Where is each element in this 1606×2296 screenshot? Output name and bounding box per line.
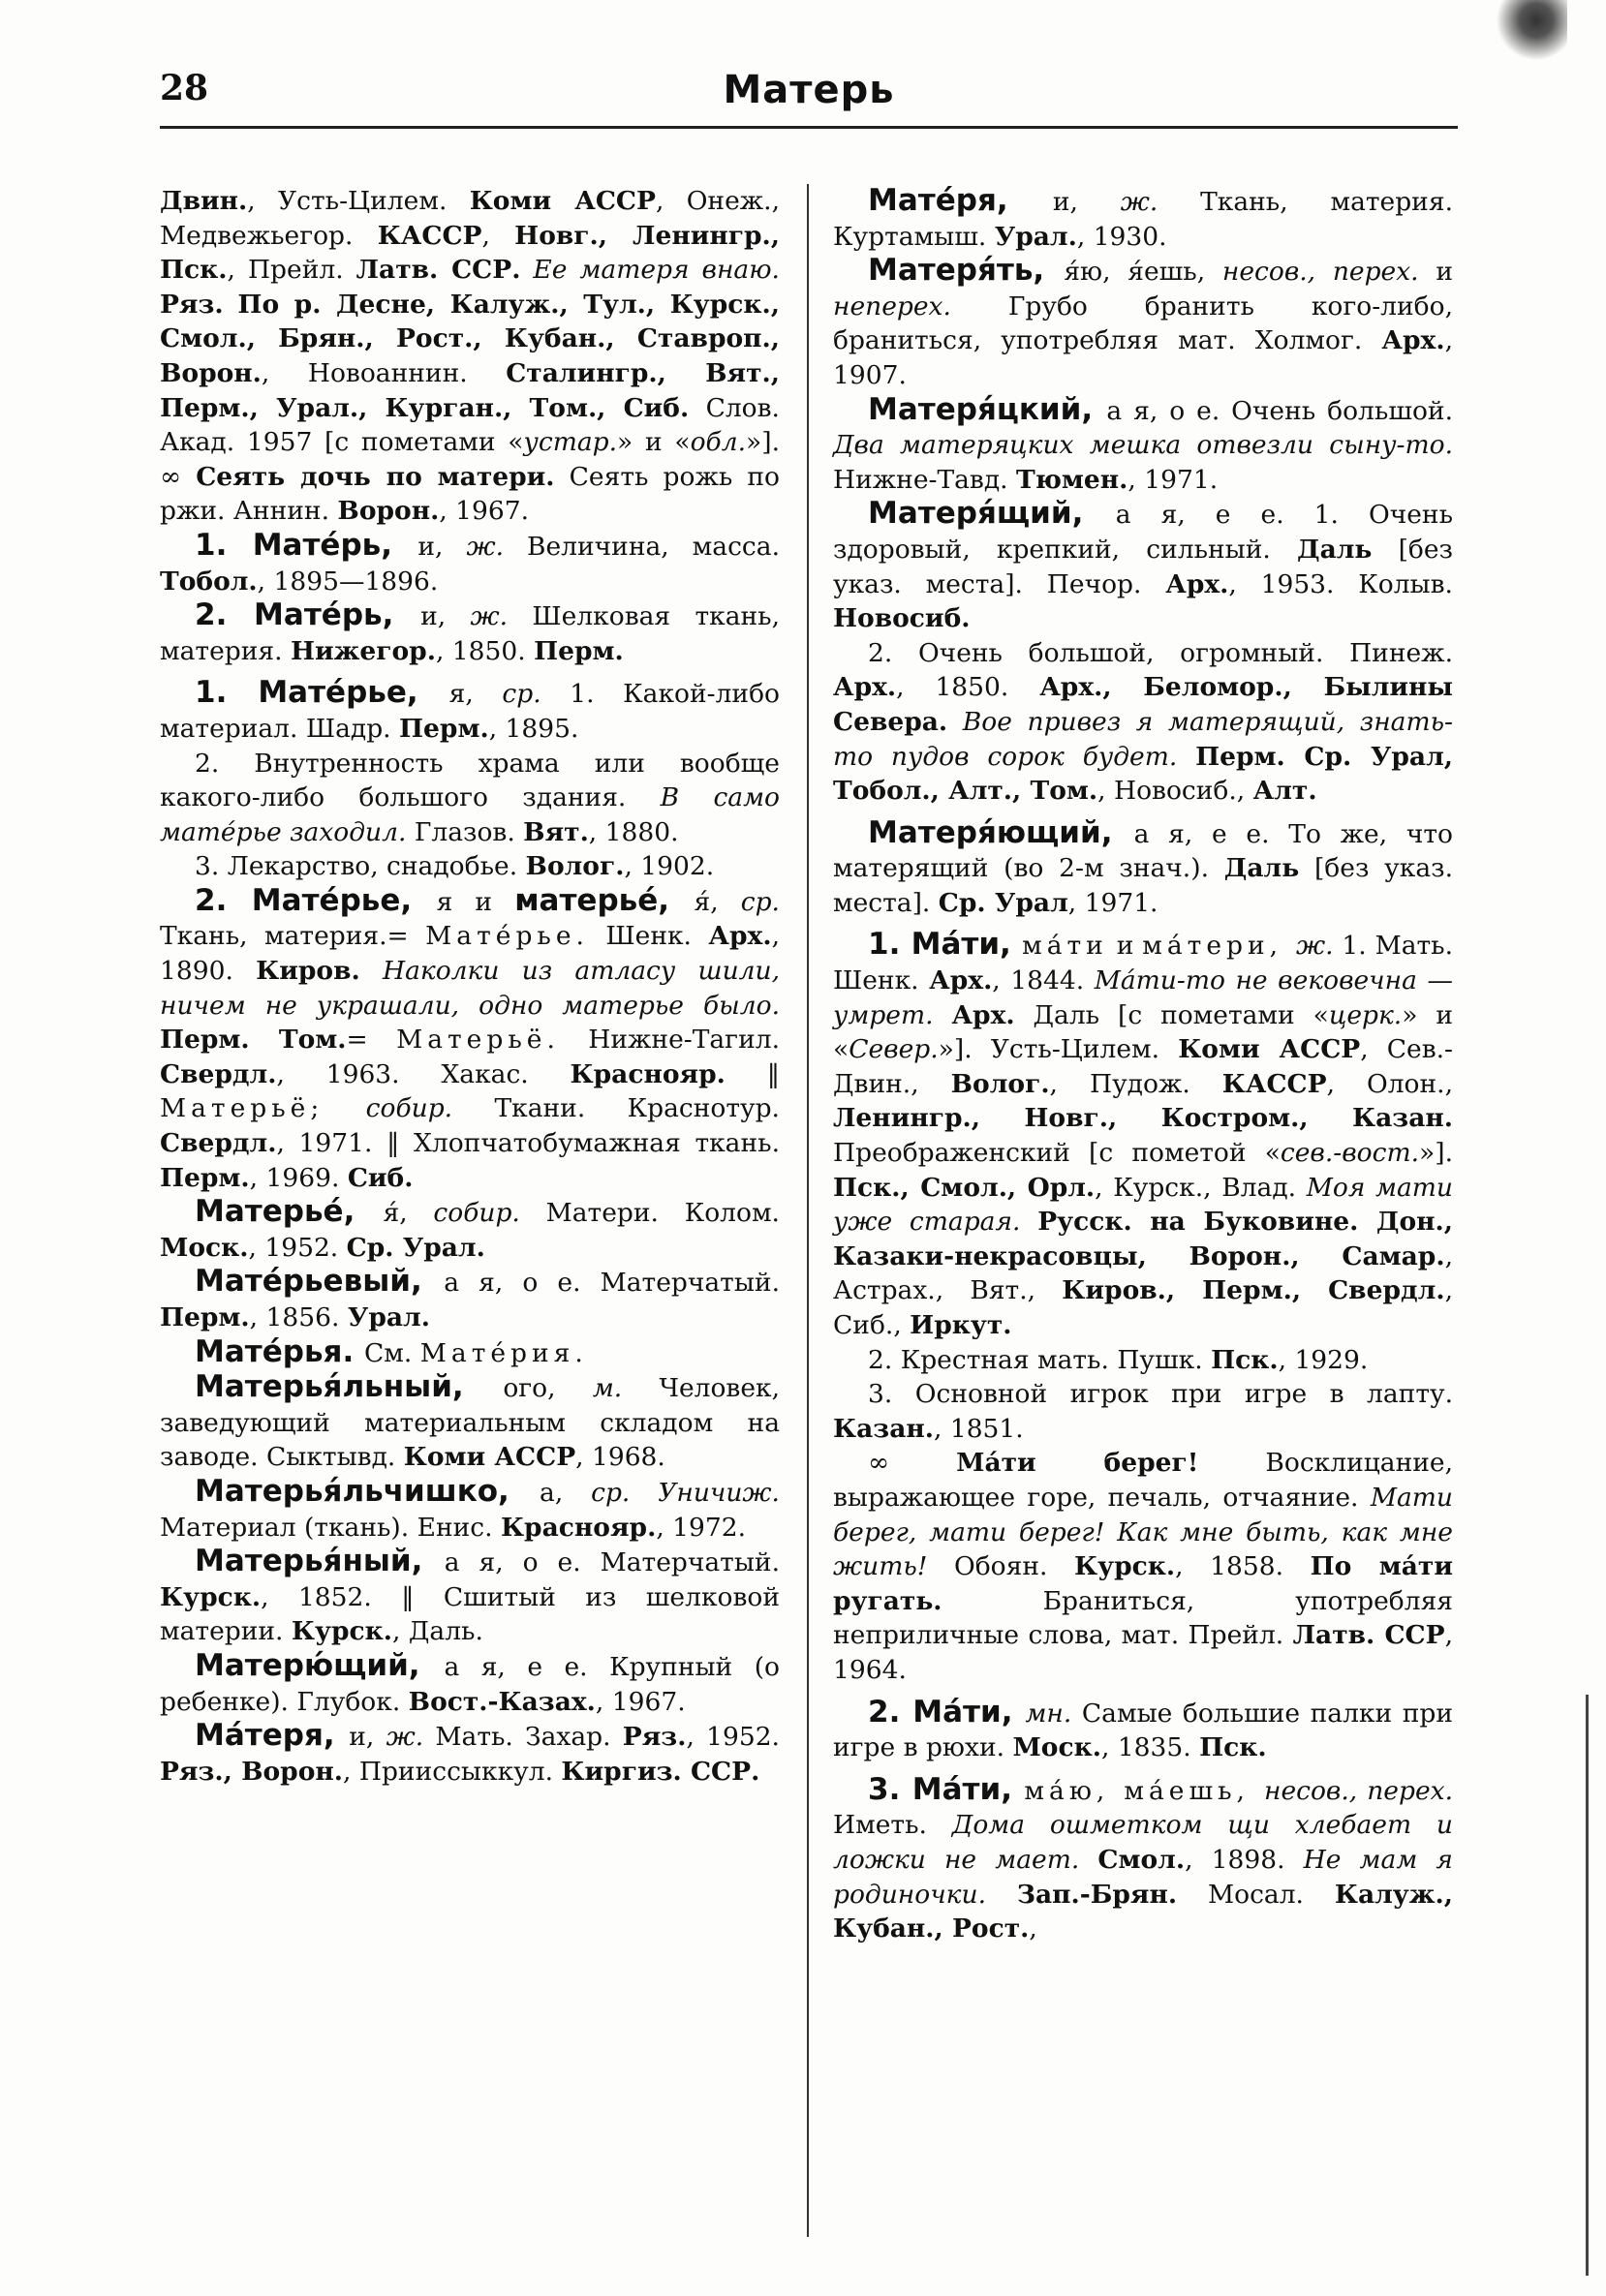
entry-text: , 1971. ‖ Хлопчатобумажная ткань.	[276, 1128, 780, 1159]
entry-headword: матерьé,	[514, 882, 695, 918]
dictionary-entry	[833, 1696, 1453, 1765]
entry-text: Калуж., Кубан., Рост.	[833, 1879, 1453, 1944]
entry-text: , Даль.	[392, 1616, 483, 1647]
entry-text: Матери. Колом.	[519, 1198, 780, 1229]
entry-headword: Матерю́щий,	[195, 1647, 445, 1683]
entry-text: ж.	[1120, 187, 1158, 217]
entry-text	[224, 290, 238, 320]
entry-text: Нижне-Тагил.	[559, 1025, 780, 1056]
dictionary-entry	[833, 254, 1453, 392]
column-divider	[807, 184, 809, 2237]
entry-text: , 1968.	[575, 1442, 665, 1473]
entry-text: церк.	[1328, 999, 1403, 1030]
entry-text: Матерьё.	[396, 1025, 560, 1056]
entry-text: 3. Лекарство, снадобье.	[195, 851, 526, 882]
entry-text: Ткани. Краснотур.	[452, 1093, 780, 1124]
entry-text: Даль [с пометами «	[1014, 999, 1329, 1030]
entry-text: Смол.	[1097, 1844, 1186, 1875]
dictionary-entry	[833, 393, 1453, 498]
entry-text: См.	[364, 1337, 420, 1368]
entry-text: а,	[540, 1477, 592, 1508]
entry-text: Двин.	[160, 186, 248, 216]
scan-edge-line	[1586, 1695, 1589, 2276]
entry-text: Арх.	[951, 999, 1015, 1030]
entry-text: КАССР	[1221, 1068, 1327, 1099]
entry-text: Сеять дочь по матери.	[196, 461, 555, 492]
dictionary-entry	[160, 1265, 780, 1334]
entry-text: Матéрия.	[419, 1337, 588, 1368]
entry-text: и,	[349, 1722, 386, 1753]
entry-text: Курск.	[160, 1581, 262, 1612]
entry-text: Вят.	[523, 816, 589, 847]
entry-text: »].	[1419, 1138, 1453, 1169]
entry-text: , 1964.	[833, 1620, 1453, 1685]
entry-text	[986, 1880, 1017, 1910]
entry-text: , 1856.	[249, 1302, 348, 1332]
entry-text: Перм. Ср. Урал, Тобол., Алт., Том.	[833, 741, 1453, 807]
entry-text: , 1963. Хакас.	[276, 1058, 571, 1089]
entry-text: Арх.	[929, 965, 993, 996]
entry-text: мáтери,	[1142, 931, 1296, 962]
entry-text: я́,	[383, 1198, 434, 1229]
entry-text: 1. Мать. Шенк.	[833, 931, 1454, 996]
entry-text	[1079, 1845, 1097, 1875]
entry-text: Мать. Захар.	[423, 1722, 623, 1753]
entry-text: Величина, масса.	[504, 531, 780, 562]
entry-text: , 1852. ‖ Сшитый из шелковой материи.	[160, 1581, 780, 1647]
dictionary-entry	[160, 1370, 780, 1475]
entry-text: Арх., Беломор., Былины Севера.	[833, 672, 1453, 737]
entry-headword: Матеря́щий,	[868, 496, 1116, 532]
entry-text: ого,	[503, 1373, 593, 1404]
entry-text	[324, 1093, 365, 1123]
entry-text: Тобол.	[160, 566, 258, 597]
entry-text: , Прейл.	[227, 255, 356, 286]
entry-text: ж.	[1295, 931, 1334, 962]
entry-text: Сиб.	[347, 1162, 414, 1193]
entry-text: ‖	[725, 1058, 780, 1089]
entry-text: 1. Какой-либо материал. Шадр.	[160, 679, 780, 744]
entry-text: Мосал.	[1177, 1879, 1335, 1910]
entry-text: КАССР	[377, 220, 482, 251]
right-column	[833, 184, 1453, 1946]
entry-text: я́ю, я́ешь,	[1064, 257, 1222, 288]
entry-text: Арх.	[833, 672, 897, 703]
entry-text: , 1895.	[488, 713, 579, 744]
entry-text: Перм. Том.	[160, 1025, 347, 1056]
entry-text: ж.	[470, 601, 509, 632]
header-rule	[160, 126, 1458, 129]
entry-headword: Матерья́льный,	[195, 1369, 504, 1405]
dictionary-entry	[160, 1545, 780, 1649]
entry-text: Перм.	[160, 1162, 250, 1193]
entry-text: 2. Крестная мать. Пушк.	[868, 1344, 1212, 1375]
entry-headword: 2. Матéрь,	[195, 597, 421, 633]
entry-text: , Курск., Влад.	[1095, 1172, 1307, 1203]
entry-text: Коми АССР	[1178, 1034, 1361, 1065]
entry-text	[947, 707, 963, 737]
entry-text: Русск. на Буковине. Дон., Казаки-некрасовцы, Ворон., Самар.	[833, 1207, 1453, 1271]
entry-text: , Астрах., Вят.,	[833, 1240, 1453, 1306]
entry-text: Алт.	[1252, 776, 1317, 807]
running-head: Матерь	[723, 68, 895, 112]
entry-text: Ряз.	[160, 289, 224, 320]
entry-text: м.	[592, 1373, 623, 1404]
entry-text: ∞	[868, 1448, 957, 1479]
entry-text: , Сиб.,	[833, 1275, 1453, 1340]
entry-text: мн.	[1025, 1698, 1072, 1729]
entry-text: Человек, заведующий материальным складом на заводе. Сыктывд.	[160, 1373, 781, 1473]
entry-text: , 1898.	[1185, 1844, 1304, 1875]
dictionary-entry	[833, 928, 1453, 1342]
entry-text: , 1835.	[1100, 1732, 1200, 1763]
entry-headword: 3. Мáти,	[868, 1771, 1025, 1807]
entry-text: Слов. Акад. 1957 [с пометами «	[160, 392, 780, 458]
entry-headword: Матерья́льчишко,	[195, 1473, 540, 1509]
entry-text: Грубо бранить кого-либо, браниться, употребляя мат. Холмог.	[833, 291, 1453, 356]
entry-text: , 1930.	[1076, 221, 1167, 252]
entry-text: » и «	[833, 999, 1453, 1065]
entry-headword: Матéрья.	[195, 1333, 365, 1369]
dictionary-entry	[833, 636, 1453, 809]
entry-text: , 1880.	[588, 816, 679, 847]
entry-text: Ворон.	[337, 496, 440, 527]
entry-text: Перм.	[534, 635, 624, 666]
entry-text: Шенк.	[588, 921, 709, 952]
entry-text: Наколки из атласу шили, ничем не украшали, одно матерье было.	[160, 956, 780, 1021]
entry-headword: 2. Матéрье,	[195, 882, 437, 918]
entry-text	[360, 956, 383, 986]
entry-text: Арх.	[1381, 325, 1445, 356]
entry-text: , Пудож.	[1049, 1068, 1222, 1099]
dictionary-entry	[160, 1719, 780, 1789]
entry-text: Урал.	[347, 1302, 430, 1332]
entry-text: Пск.	[1211, 1344, 1279, 1375]
entry-text: Нижегор.	[290, 635, 436, 666]
entry-text	[520, 255, 533, 285]
entry-text: Даль	[1297, 534, 1373, 565]
entry-headword: Матерьé,	[195, 1194, 384, 1230]
dictionary-entry	[833, 497, 1453, 635]
entry-text: , 1850.	[435, 635, 535, 666]
entry-headword: Матéрьевый,	[195, 1264, 445, 1300]
entry-text: =	[346, 1025, 397, 1056]
entry-text: а я, о е. Очень большой.	[1106, 395, 1453, 426]
entry-text: обл.	[690, 427, 747, 458]
entry-text: По р. Десне, Калуж., Тул., Курск., Смол., Брян., Рост., Кубан., Ставроп., Ворон.	[160, 289, 780, 388]
entry-text: собир.	[365, 1093, 453, 1124]
dictionary-entry	[160, 884, 780, 1195]
entry-text: Арх.	[708, 921, 772, 952]
entry-text	[1177, 742, 1195, 772]
entry-text: Пск.	[1199, 1732, 1267, 1763]
entry-text: , 1890.	[160, 921, 780, 987]
entry-text: несов., перех.	[1221, 257, 1419, 288]
entry-text: , Прииссыккул.	[343, 1756, 562, 1787]
entry-text: Моск.	[160, 1232, 249, 1263]
entry-text: Урал.	[994, 221, 1077, 252]
dictionary-entry	[833, 1377, 1453, 1446]
entry-headword: 1. Матéрье,	[195, 675, 449, 711]
entry-text: Сеять рожь по ржи. Аннин.	[160, 461, 780, 527]
entry-text: Перм.	[399, 713, 489, 744]
dictionary-entry	[833, 184, 1453, 254]
entry-text: Ср. Урал.	[346, 1232, 485, 1263]
entry-text: , 1967.	[595, 1686, 686, 1717]
entry-text: сев.-вост.	[1280, 1138, 1420, 1169]
entry-text: По мáти ругать.	[833, 1551, 1453, 1616]
entry-text: Даль	[1223, 853, 1300, 884]
page-header	[160, 68, 1458, 126]
entry-text: , 1972.	[656, 1512, 747, 1543]
dictionary-entry	[160, 598, 780, 668]
entry-text: , 1971.	[1127, 464, 1219, 495]
entry-text: 3. Основной игрок при игре в лапту.	[868, 1379, 1453, 1410]
entry-text: Свердл.	[160, 1128, 277, 1159]
entry-text: , 1851.	[933, 1413, 1024, 1444]
entry-text: Два матеряцких мешка отвезли сыну-то.	[833, 430, 1453, 461]
entry-text: Шелковая ткань, материя.	[160, 601, 781, 666]
entry-text: Обоян.	[927, 1551, 1075, 1582]
entry-text: Иметь.	[833, 1810, 952, 1841]
entry-text: , Новоаннин.	[261, 357, 507, 388]
entry-headword: Матерья́ный,	[195, 1544, 445, 1579]
entry-text: Моск.	[1012, 1732, 1101, 1763]
entry-text: Казан.	[833, 1413, 934, 1444]
entry-text: Ленингр., Новг., Костром., Казан.	[833, 1103, 1453, 1134]
entry-text: , 1969.	[249, 1162, 348, 1193]
entry-text: Перм.	[160, 1302, 250, 1332]
entry-text: я и	[436, 886, 515, 917]
entry-text: » и «	[617, 427, 691, 458]
entry-headword: 1. Мáти,	[868, 927, 1023, 963]
entry-text: и	[1418, 257, 1453, 288]
entry-text: Моя мати уже старая.	[833, 1172, 1454, 1238]
dictionary-entry	[833, 816, 1453, 921]
entry-text: Латв. ССР.	[355, 255, 521, 286]
entry-text: собир.	[433, 1198, 520, 1229]
entry-text: Киров., Перм., Свердл.	[1062, 1275, 1445, 1306]
entry-text: Мати берег, мати берег! Как мне быть, как мне жить!	[833, 1482, 1453, 1582]
entry-text	[934, 1000, 952, 1030]
entry-text: , Усть-Цилем.	[247, 186, 470, 216]
entry-text: ж.	[386, 1722, 424, 1753]
entry-text: неперех.	[833, 291, 951, 321]
entry-text: , Новосиб.,	[1097, 776, 1253, 807]
entry-text: ср.	[740, 886, 780, 917]
entry-text: Самые большие палки при игре в рюхи.	[833, 1698, 1453, 1763]
left-column	[160, 184, 780, 1789]
entry-text: [без указ. места].	[833, 853, 1454, 918]
entry-text: Волог.	[525, 851, 625, 882]
entry-text: Преображенский [с пометой «	[833, 1138, 1281, 1169]
entry-text: я,	[448, 679, 503, 710]
entry-text: , Олон.,	[1326, 1068, 1454, 1099]
entry-text: В само матéрье заходил.	[160, 782, 781, 847]
entry-text: а я, о е. Матерчатый.	[444, 1268, 780, 1299]
entry-text: 2. Очень большой, огромный. Пинеж.	[868, 637, 1453, 668]
dictionary-entry	[833, 1773, 1453, 1946]
dictionary-entry	[160, 184, 780, 529]
entry-text: Ряз., Ворон.	[160, 1756, 343, 1787]
entry-text: Глазов.	[406, 816, 524, 847]
entry-text: Краснояр.	[570, 1058, 726, 1089]
entry-text: , 1907.	[833, 325, 1453, 390]
entry-headword: Матеря́ющий,	[868, 814, 1134, 850]
entry-text: ср. Уничиж.	[591, 1477, 780, 1508]
dictionary-entry	[160, 1195, 780, 1265]
entry-text: Матерьё;	[160, 1093, 324, 1124]
entry-text: Свердл.	[160, 1058, 277, 1089]
entry-text: Материал (ткань). Енис.	[160, 1512, 501, 1543]
dictionary-entry	[833, 1446, 1453, 1687]
entry-text: а я, о е. Матерчатый.	[444, 1547, 781, 1578]
entry-text: и	[1107, 931, 1143, 962]
entry-text: Мáти берег!	[956, 1448, 1199, 1479]
entry-text: Латв. ССР	[1292, 1620, 1445, 1651]
entry-headword: Матéря,	[868, 183, 1053, 218]
entry-text: , Онеж., Медвежьегор.	[160, 186, 780, 251]
entry-text: Ее матеря внаю.	[533, 255, 780, 286]
entry-text: Киргиз. ССР.	[561, 1756, 760, 1787]
dictionary-entry	[160, 747, 780, 850]
entry-text: , 1895—1896.	[257, 566, 439, 597]
entry-text: Зап.-Брян.	[1016, 1879, 1178, 1910]
entry-text: Не мам я родиночки.	[833, 1844, 1453, 1910]
entry-text: Курск.	[1074, 1551, 1176, 1582]
entry-text: мáти	[1022, 931, 1108, 962]
entry-text: ж.	[466, 531, 504, 562]
dictionary-entry	[160, 529, 780, 598]
entry-headword: 2. Мáти,	[868, 1694, 1026, 1730]
entry-text: Тюмен.	[1016, 464, 1128, 495]
entry-text: и,	[417, 531, 467, 562]
entry-text: Ткань, материя. Куртамыш.	[833, 187, 1453, 252]
entry-text: Дома ошметком щи хлебает и ложки не мает.	[833, 1810, 1454, 1875]
entry-headword: 1. Матéрь,	[195, 527, 418, 563]
entry-text: , 1953. Колыв.	[1228, 568, 1453, 599]
entry-text: Иркут.	[910, 1310, 1012, 1340]
entry-text: , Сев.-Двин.,	[833, 1034, 1454, 1099]
entry-text: ,	[481, 220, 515, 251]
entry-text: Пск., Смол., Орл.	[833, 1172, 1096, 1203]
entry-text: ,	[1029, 1913, 1037, 1944]
entry-text: »]. ∞	[160, 427, 780, 492]
entry-text: Курск.	[291, 1616, 392, 1647]
entry-text: Нижне-Тавд.	[833, 464, 1017, 495]
entry-text: Восклицание, выражающее горе, печаль, отчаяние.	[833, 1448, 1454, 1513]
entry-text: мáю, мáешь,	[1024, 1775, 1264, 1806]
entry-text: , 1971.	[1067, 887, 1158, 918]
entry-text: а я, е е. То же, что матерящий (во 2-м знач.).	[833, 818, 1453, 884]
entry-text: 2. Внутренность храма или вообще какого-либо большого здания.	[160, 748, 780, 813]
entry-text: Браниться, употребляя неприличные слова, мат. Прейл.	[833, 1585, 1453, 1651]
dictionary-entry	[160, 1475, 780, 1545]
entry-headword: Мáтеря,	[195, 1718, 350, 1754]
entry-text: ср.	[502, 679, 541, 710]
dictionary-entry	[160, 676, 780, 746]
entry-text: и,	[1052, 187, 1121, 217]
entry-text: я́,	[694, 886, 741, 917]
entry-text: , 1858.	[1175, 1551, 1311, 1582]
page-number: 28	[160, 68, 209, 108]
entry-text: , 1844.	[992, 965, 1095, 996]
entry-text: Матéрье.	[425, 921, 589, 952]
entry-text: Киров.	[256, 956, 360, 987]
entry-text: Новосиб.	[833, 603, 971, 634]
entry-text: Вост.-Казах.	[408, 1686, 596, 1717]
entry-text: , 1952.	[248, 1232, 347, 1263]
entry-text: Ср. Урал	[938, 887, 1068, 918]
entry-text: а я, е е. Крупный (о ребенке). Глубок.	[160, 1651, 780, 1717]
entry-text: Ряз.	[622, 1722, 687, 1753]
entry-text: Новг., Ленингр., Пск.	[160, 220, 780, 286]
entry-text: Мáти-то не вековечна — умрет.	[833, 965, 1453, 1030]
entry-text: устар.	[523, 427, 618, 458]
dictionary-entry	[833, 1343, 1453, 1378]
entry-text: Коми АССР	[403, 1442, 576, 1473]
entry-headword: Матеря́ть,	[868, 253, 1065, 289]
entry-text: Север.	[849, 1034, 939, 1065]
dictionary-entry	[160, 849, 780, 884]
entry-text: »]. Усть-Цилем.	[938, 1034, 1179, 1065]
entry-text: Краснояр.	[500, 1512, 657, 1543]
entry-text: несов., перех.	[1263, 1775, 1453, 1806]
entry-text: , 1967.	[439, 496, 530, 527]
dictionary-entry	[160, 1335, 780, 1371]
entry-text: , 1902.	[624, 851, 715, 882]
entry-text: [без указ. места]. Печор.	[833, 534, 1453, 599]
entry-text: Коми АССР	[469, 186, 656, 216]
entry-text: , 1850.	[896, 672, 1040, 703]
entry-text: Вое привез я матерящий, знать-то пудов сорок будет.	[833, 706, 1453, 772]
dictionary-entry	[160, 1649, 780, 1719]
entry-text: а я, е е. 1. Очень здоровый, крепкий, сильный.	[833, 500, 1454, 565]
entry-text	[1020, 1207, 1037, 1237]
entry-text: Арх.	[1165, 568, 1229, 599]
scan-blot-mark	[1490, 0, 1567, 68]
entry-text: Волог.	[950, 1068, 1050, 1099]
entry-text: , 1952.	[686, 1722, 780, 1753]
entry-text: , 1929.	[1278, 1344, 1369, 1375]
entry-text: Ткань, материя.=	[160, 921, 426, 952]
entry-text: Сталингр., Вят., Перм., Урал., Курган., Том., Сиб.	[160, 357, 780, 423]
entry-headword: Матеря́цкий,	[868, 391, 1107, 427]
entry-text: и,	[420, 601, 471, 632]
